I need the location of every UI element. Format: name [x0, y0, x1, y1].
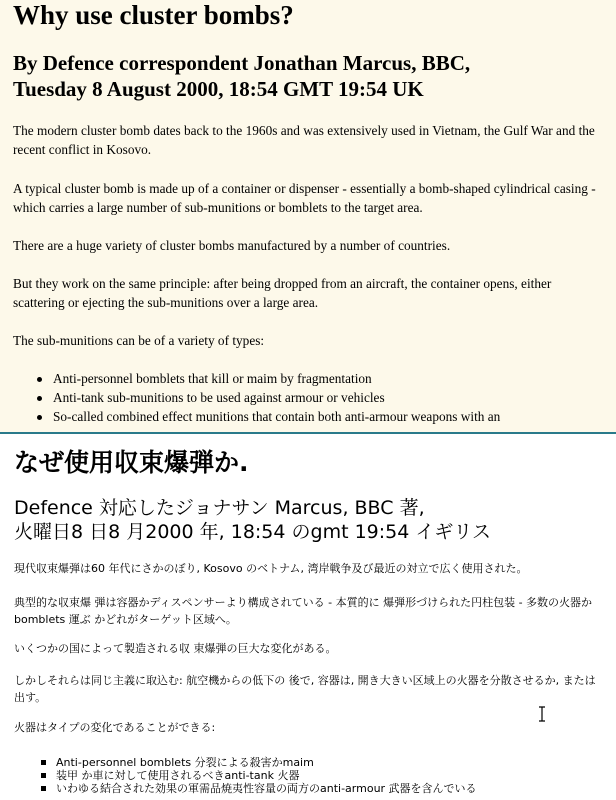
list-item: Anti-tank sub-munitions to be used against armour or vehicles	[0, 388, 500, 407]
text-cursor-ibeam-icon	[538, 706, 546, 722]
paragraph-3: There are a huge variety of cluster bombs manufactured by a number of countries.	[13, 238, 451, 253]
article-title: Why use cluster bombs?	[13, 0, 294, 30]
list-item: So-called combined effect munitions that contain both anti-armour weapons with an	[0, 407, 500, 426]
translated-title: なぜ使用収束爆弾か.	[14, 448, 249, 477]
translated-paragraph-2: 典型的な収束爆 弾は容器かディスペンサーより構成されている - 本質的に 爆弾形づけられた円柱包装 - 多数の火器かbomblets 運ぶ かどれがターゲット区域へ。	[14, 596, 593, 626]
translated-byline	[14, 496, 491, 544]
paragraph-4: But they work on the same principle: after being dropped from an aircraft, the container opens, either scattering or ejecting the sub-munitions over a large area.	[13, 276, 552, 310]
translated-paragraph-3: いくつかの国によって製造される収 束爆弾の巨大な変化がある。	[14, 642, 337, 655]
translated-byline-date: 火曜日8 日8 月2000 年, 18:54 のgmt 19:54 イギリス	[14, 521, 491, 543]
list-item: 装甲 か車に対して使用されるべきanti-tank 火器	[0, 769, 477, 782]
translated-paragraph-1: 現代収束爆弾は60 年代にさかのぼり, Kosovo のベトナム, 湾岸戦争及び最近の対立で広く使用された。	[14, 562, 528, 575]
translated-byline-author: Defence 対応したジョナサン Marcus, BBC 著,	[14, 497, 425, 519]
translated-article-pane	[0, 434, 616, 800]
paragraph-1: The modern cluster bomb dates back to the 1960s and was extensively used in Vietnam, the Gulf War and the recent conflict in Kosovo.	[13, 123, 595, 157]
article-byline	[13, 50, 470, 102]
translated-paragraph-4: しかしそれらは同じ主義に取込む: 航空機からの低下の 後で, 容器は, 開き大きい区域上の火器を分散させるか, または 出す。	[14, 674, 596, 704]
list-item: Anti-personnel bomblets that kill or maim by fragmentation	[0, 369, 500, 388]
byline-author: By Defence correspondent Jonathan Marcus, BBC,	[13, 51, 471, 75]
paragraph-2: A typical cluster bomb is made up of a container or dispenser - essentially a bomb-shaped cylindrical casing - which carries a large number of sub-munitions or bomblets to the target area.	[13, 181, 596, 215]
list-item: Anti-personnel bomblets 分裂による殺害かmaim	[0, 756, 477, 769]
translated-list	[0, 756, 477, 795]
submunition-types-list	[0, 369, 500, 426]
byline-date: Tuesday 8 August 2000, 18:54 GMT 19:54 UK	[13, 77, 424, 101]
list-item: いわゆる結合された効果の軍需品焼夷性容量の両方のanti-armour 武器を含んでいる	[0, 782, 477, 795]
paragraph-5: The sub-munitions can be of a variety of types:	[13, 333, 265, 348]
translated-paragraph-5: 火器はタイプの変化であることができる:	[14, 721, 216, 734]
